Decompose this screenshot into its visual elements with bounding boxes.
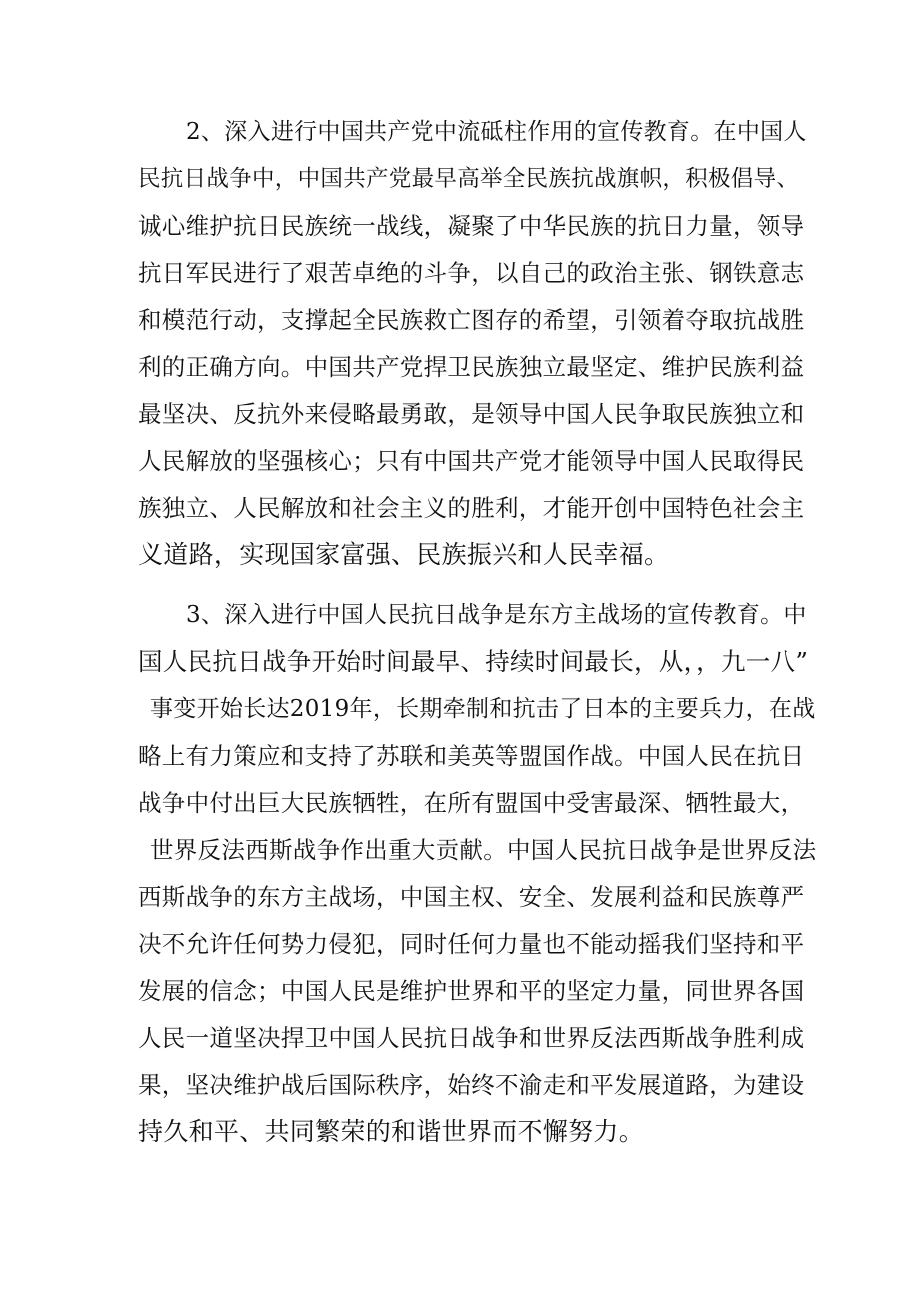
text-line: 和模范行动，支撑起全民族救亡图存的希望，引领着夺取抗战胜 [138, 306, 805, 334]
text-line: 2、深入进行中国共产党中流砥柱作用的宣传教育。在中国人 [186, 119, 807, 145]
text-line: 3、深入进行中国人民抗日战争是东方主战场的宣传教育。中 [186, 602, 807, 628]
text-line: 决不允许任何势力侵犯，同时任何力量也不能动摇我们坚持和平 [138, 930, 805, 958]
text-line: 西斯战争的东方主战场，中国主权、安全、发展利益和民族尊严 [138, 883, 805, 911]
text-line: 发展的信念；中国人民是维护世界和平的坚定力量，同世界各国 [138, 977, 805, 1005]
text-line: 果，坚决维护战后国际秩序，始终不渝走和平发展道路，为建设 [138, 1071, 805, 1099]
text-line: 战争中付出巨大民族牺牲，在所有盟国中受害最深、牺牲最大， [138, 789, 805, 817]
text-line: 诚心维护抗日民族统一战线，凝聚了中华民族的抗日力量，领导 [138, 212, 805, 240]
text-line: 事变开始长达2019年，长期牵制和抗击了日本的主要兵力，在战 [150, 696, 816, 722]
text-line: 最坚决、反抗外来侵略最勇敢，是领导中国人民争取民族独立和 [138, 400, 805, 428]
text-line: 国人民抗日战争开始时间最早、持续时间最长，从，，九一八” [138, 647, 809, 676]
text-line: 族独立、人民解放和社会主义的胜利，才能开创中国特色社会主 [138, 494, 805, 522]
text-line: 持久和平、共同繁荣的和谐世界而不懈努力。 [138, 1117, 645, 1146]
text-line: 民抗日战争中，中国共产党最早高举全民族抗战旗帜，积极倡导、 [138, 166, 800, 192]
text-line: 人民解放的坚强核心；只有中国共产党才能领导中国人民取得民 [138, 447, 805, 475]
text-line: 义道路，实现国家富强、民族振兴和人民幸福。 [138, 540, 670, 569]
text-line: 利的正确方向。中国共产党捍卫民族独立最坚定、维护民族利益 [138, 353, 805, 381]
text-line: 人民一道坚决捍卫中国人民抗日战争和世界反法西斯战争胜利成 [138, 1024, 805, 1052]
text-line: 世界反法西斯战争作出重大贡献。中国人民抗日战争是世界反法 [150, 836, 817, 864]
text-line: 抗日军民进行了艰苦卓绝的斗争，以自己的政治主张、钢铁意志 [138, 259, 805, 287]
text-line: 略上有力策应和支持了苏联和美英等盟国作战。中国人民在抗日 [138, 742, 805, 770]
